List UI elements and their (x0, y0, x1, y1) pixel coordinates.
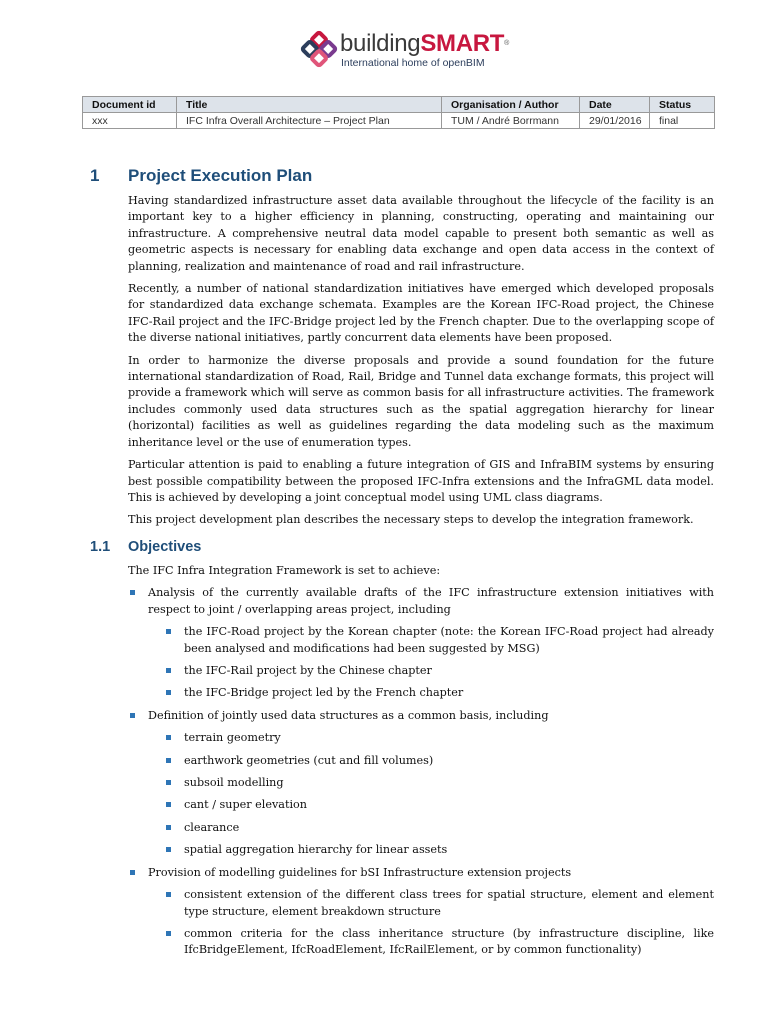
section-1-body (128, 193, 714, 535)
meta-value-row (83, 113, 715, 129)
sub-item-text: terrain geometry (184, 731, 281, 745)
logo-tagline: International home of openBIM (341, 57, 485, 69)
sub-item-text: cant / super elevation (184, 798, 307, 812)
sub-item-text: common criteria for the class inheritance structure (by infrastructure discipline, like IfcBridgeElement, IfcRoadElement, IfcRailElement, or by common functionality) (184, 926, 714, 957)
square-bullet-icon (130, 870, 135, 875)
paragraph: This project development plan describes the necessary steps to develop the integration framework. (128, 513, 694, 527)
objectives-list (128, 585, 714, 958)
logo-word-building: building (340, 30, 421, 57)
square-bullet-icon (166, 690, 171, 695)
meta-header-document-id: Document id (83, 97, 177, 113)
sub-item (166, 797, 714, 813)
sub-item (166, 887, 714, 920)
sub-item (166, 926, 714, 959)
square-bullet-icon (166, 629, 171, 634)
meta-header-author: Organisation / Author (442, 97, 580, 113)
sub-item (166, 775, 714, 791)
objective-sublist (148, 624, 714, 702)
meta-header-date: Date (580, 97, 650, 113)
sub-item (166, 663, 714, 679)
sub-item-text: the IFC-Bridge project led by the French chapter (184, 686, 464, 700)
objective-sublist (148, 887, 714, 959)
meta-date: 29/01/2016 (580, 113, 650, 129)
buildingsmart-logo (300, 30, 530, 72)
square-bullet-icon (166, 802, 171, 807)
objective-item (128, 708, 714, 859)
sub-item-text: the IFC-Road project by the Korean chapter (note: the Korean IFC-Road project had already been analysed and modifications had been suggested by MSG) (184, 625, 714, 655)
logo-word-smart: SMART (420, 30, 505, 57)
objective-text: Provision of modelling guidelines for bSI Infrastructure extension projects (148, 865, 572, 879)
document-meta-table (82, 96, 715, 129)
sub-item (166, 730, 714, 746)
meta-author: TUM / André Borrmann (442, 113, 580, 129)
sub-item (166, 685, 714, 701)
sub-item-text: clearance (184, 820, 240, 834)
sub-item (166, 842, 714, 858)
square-bullet-icon (166, 758, 171, 763)
square-bullet-icon (166, 931, 171, 936)
paragraph: Particular attention is paid to enabling a future integration of GIS and InfraBIM systems by ensuring best possible compatibility between the proposed IFC-Infra extensions and the InfraGML data model. This is achieved by developing a joint conceptual model using UML class diagrams. (128, 458, 714, 504)
section-number: 1 (90, 166, 100, 185)
meta-header-title: Title (177, 97, 442, 113)
paragraph: Having standardized infrastructure asset data available throughout the lifecycle of the facility is an important key to a higher efficiency in planning, constructing, operating and maintaining our infrastructure. A comprehensive neutral data model capable to present both semantic as well as geometric aspects is necessary for enabling data exchange and open data access in the context of planning, realization and maintenance of road and rail infrastructure. (128, 194, 714, 273)
objectives-lead: The IFC Infra Integration Framework is set to achieve: (128, 564, 441, 577)
square-bullet-icon (166, 892, 171, 897)
sub-item-text: spatial aggregation hierarchy for linear assets (184, 843, 448, 857)
square-bullet-icon (166, 780, 171, 785)
sub-item-text: the IFC-Rail project by the Chinese chapter (184, 664, 432, 678)
buildingsmart-knot-icon (300, 30, 338, 68)
meta-header-status: Status (650, 97, 715, 113)
sub-item-text: subsoil modelling (184, 776, 284, 790)
objective-text: Definition of jointly used data structures as a common basis, including (148, 708, 549, 722)
sub-item (166, 820, 714, 836)
square-bullet-icon (130, 590, 135, 595)
objective-item (128, 585, 714, 701)
logo-wordmark: buildingSMART® (340, 30, 510, 57)
objectives-body (128, 563, 714, 965)
meta-header-row (83, 97, 715, 113)
paragraph: In order to harmonize the diverse proposals and provide a sound foundation for the future international standardization of Road, Rail, Bridge and Tunnel data exchange formats, this project will provide a framework which will serve as common basis for all infrastructure activities. The framework includes commonly used data structures such as the spatial aggregation hierarchy for linear (horizontal) facilities as well as guidelines regarding the data modeling such as the maximum inheritance level or the use of enumeration types. (128, 353, 714, 449)
objective-sublist (148, 730, 714, 858)
square-bullet-icon (166, 735, 171, 740)
section-title: Project Execution Plan (128, 166, 313, 185)
paragraph: Recently, a number of national standardization initiatives have emerged which developed proposals for standardized data exchange schemata. Examples are the Korean IFC-Road project, the Chinese IFC-Rail project and the IFC-Bridge project led by the French chapter. Due to the overlapping scope of the diverse national initiatives, partly concurrent data elements have been proposed. (128, 282, 714, 345)
section-heading-1 (90, 166, 312, 186)
objective-text: Analysis of the currently available drafts of the IFC infrastructure extension initiatives with respect to joint / overlapping areas project, including (148, 586, 714, 616)
objective-item (128, 865, 714, 959)
square-bullet-icon (166, 668, 171, 673)
meta-document-id: xxx (83, 113, 177, 129)
subsection-number: 1.1 (90, 539, 111, 555)
square-bullet-icon (166, 825, 171, 830)
sub-item-text: earthwork geometries (cut and fill volumes) (184, 753, 434, 767)
square-bullet-icon (130, 713, 135, 718)
section-heading-1-1 (90, 539, 201, 555)
subsection-title: Objectives (128, 539, 202, 555)
square-bullet-icon (166, 847, 171, 852)
sub-item (166, 624, 714, 657)
sub-item (166, 753, 714, 769)
sub-item-text: consistent extension of the different class trees for spatial structure, element and element type structure, element breakdown structure (184, 888, 714, 918)
meta-status: final (650, 113, 715, 129)
meta-title: IFC Infra Overall Architecture – Project Plan (177, 113, 442, 129)
